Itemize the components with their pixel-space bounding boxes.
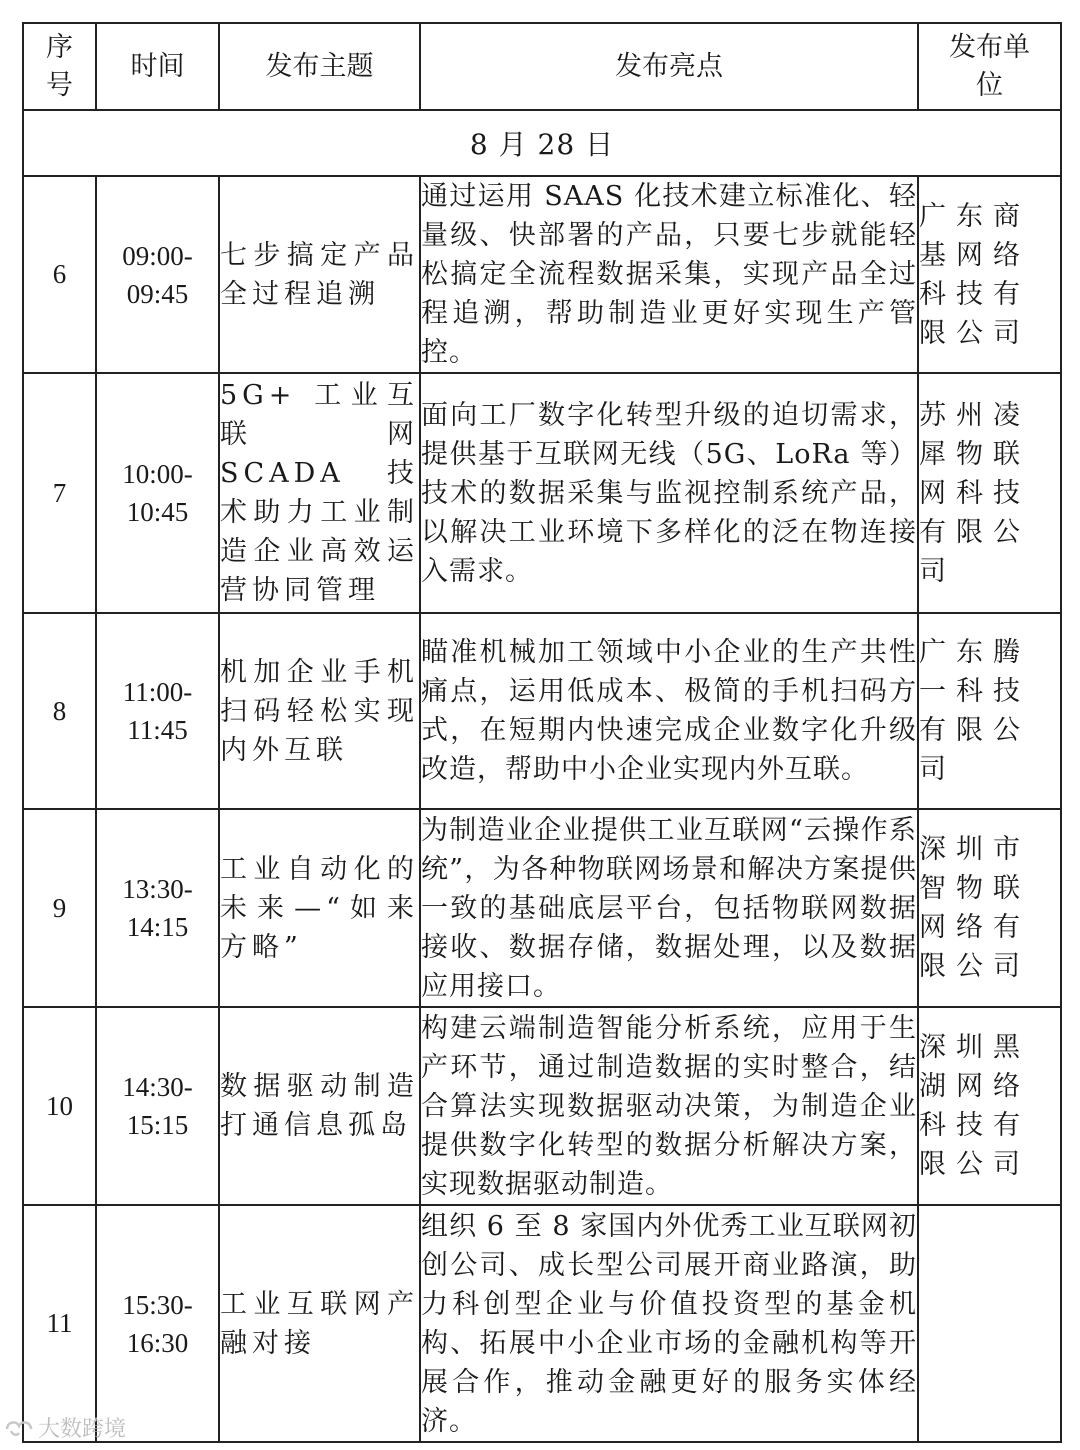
table-row: [23, 373, 1061, 613]
time-start: 11:00-: [122, 677, 193, 707]
row-time: [96, 613, 219, 809]
time-start: 13:30-: [122, 874, 193, 904]
watermark-text: 大数跨境: [38, 1417, 127, 1442]
row-org: 苏州凌犀物联网科技有限公司: [918, 373, 1061, 613]
row-org: 广东商基网络科技有限公司: [918, 176, 1061, 373]
row-topic: 5G+ 工业互联网 SCADA 技术助力工业制造企业高效运营协同管理: [219, 373, 420, 613]
row-highlight: 组织 6 至 8 家国内外优秀工业互联网初创公司、成长型公司展开商业路演，助力科创型企业与价值投资型的基金机构、拓展中小企业市场的金融机构等开展合作，推动金融更好的服务实体经济。: [420, 1205, 918, 1442]
row-number: 8: [23, 613, 96, 809]
row-number: 7: [23, 373, 96, 613]
watermark-logo-icon: [4, 1417, 34, 1439]
header-highlight: 发布亮点: [420, 23, 918, 110]
row-time: [96, 1205, 219, 1442]
row-topic: 工业互联网产融对接: [219, 1205, 420, 1442]
row-highlight: 为制造业企业提供工业互联网“云操作系统”，为各种物联网场景和解决方案提供一致的基础底层平台，包括物联网数据接收、数据存储，数据处理，以及数据应用接口。: [420, 809, 918, 1007]
time-end: 15:15: [126, 1110, 189, 1140]
row-time: [96, 1007, 219, 1205]
watermark: [4, 1412, 126, 1443]
date-row: [23, 110, 1061, 176]
time-start: 15:30-: [122, 1289, 193, 1320]
time-start: 09:00-: [122, 240, 193, 271]
table-row: [23, 176, 1061, 373]
table-row: [23, 809, 1061, 1007]
row-highlight: 通过运用 SAAS 化技术建立标准化、轻量级、快部署的产品，只要七步就能轻松搞定全流程数据采集，实现产品全过程追溯，帮助制造业更好实现生产管控。: [420, 176, 918, 373]
header-org-line1: 发布单: [949, 31, 1030, 63]
row-time: [96, 373, 219, 613]
header-no-line2: 号: [46, 69, 73, 101]
header-topic: 发布主题: [219, 23, 420, 110]
time-end: 09:45: [126, 278, 189, 309]
header-org: [918, 23, 1061, 110]
row-time: [96, 809, 219, 1007]
time-end: 16:30: [126, 1327, 189, 1358]
row-highlight: 构建云端制造智能分析系统，应用于生产环节，通过制造数据的实时整合，结合算法实现数据驱动决策，为制造企业提供数字化转型的数据分析解决方案，实现数据驱动制造。: [420, 1007, 918, 1205]
date-heading: 8 月 28 日: [23, 110, 1061, 176]
row-number: 10: [23, 1007, 96, 1205]
row-topic: 机加企业手机扫码轻松实现内外互联: [219, 613, 420, 809]
time-start: 10:00-: [122, 459, 193, 489]
time-end: 10:45: [126, 497, 189, 527]
table-row: [23, 1007, 1061, 1205]
schedule-table: [22, 22, 1062, 1443]
table-row: [23, 1205, 1061, 1442]
row-org: [918, 1205, 1061, 1442]
header-row: [23, 23, 1061, 110]
time-end: 14:15: [126, 912, 189, 942]
row-highlight: 面向工厂数字化转型升级的迫切需求，提供基于互联网无线（5G、LoRa 等）技术的数据采集与监视控制系统产品，以解决工业环境下多样化的泛在物连接入需求。: [420, 373, 918, 613]
row-org: 深圳市智物联网络有限公司: [918, 809, 1061, 1007]
row-topic: 工业自动化的未来—“如来方略”: [219, 809, 420, 1007]
time-end: 11:45: [127, 715, 188, 745]
row-number: 11: [23, 1205, 96, 1442]
row-number: 6: [23, 176, 96, 373]
header-org-line2: 位: [976, 69, 1003, 101]
header-no: [23, 23, 96, 110]
row-time: [96, 176, 219, 373]
header-time: 时间: [96, 23, 219, 110]
row-org: 深圳黑湖网络科技有限公司: [918, 1007, 1061, 1205]
row-number: 9: [23, 809, 96, 1007]
time-start: 14:30-: [122, 1072, 193, 1102]
header-no-line1: 序: [46, 31, 73, 63]
table-row: [23, 613, 1061, 809]
row-org: 广东腾一科技有限公司: [918, 613, 1061, 809]
row-topic: 数据驱动制造 打通信息孤岛: [219, 1007, 420, 1205]
row-highlight: 瞄准机械加工领域中小企业的生产共性痛点，运用低成本、极简的手机扫码方式，在短期内快速完成企业数字化升级改造，帮助中小企业实现内外互联。: [420, 613, 918, 809]
row-topic: 七步搞定产品全过程追溯: [219, 176, 420, 373]
